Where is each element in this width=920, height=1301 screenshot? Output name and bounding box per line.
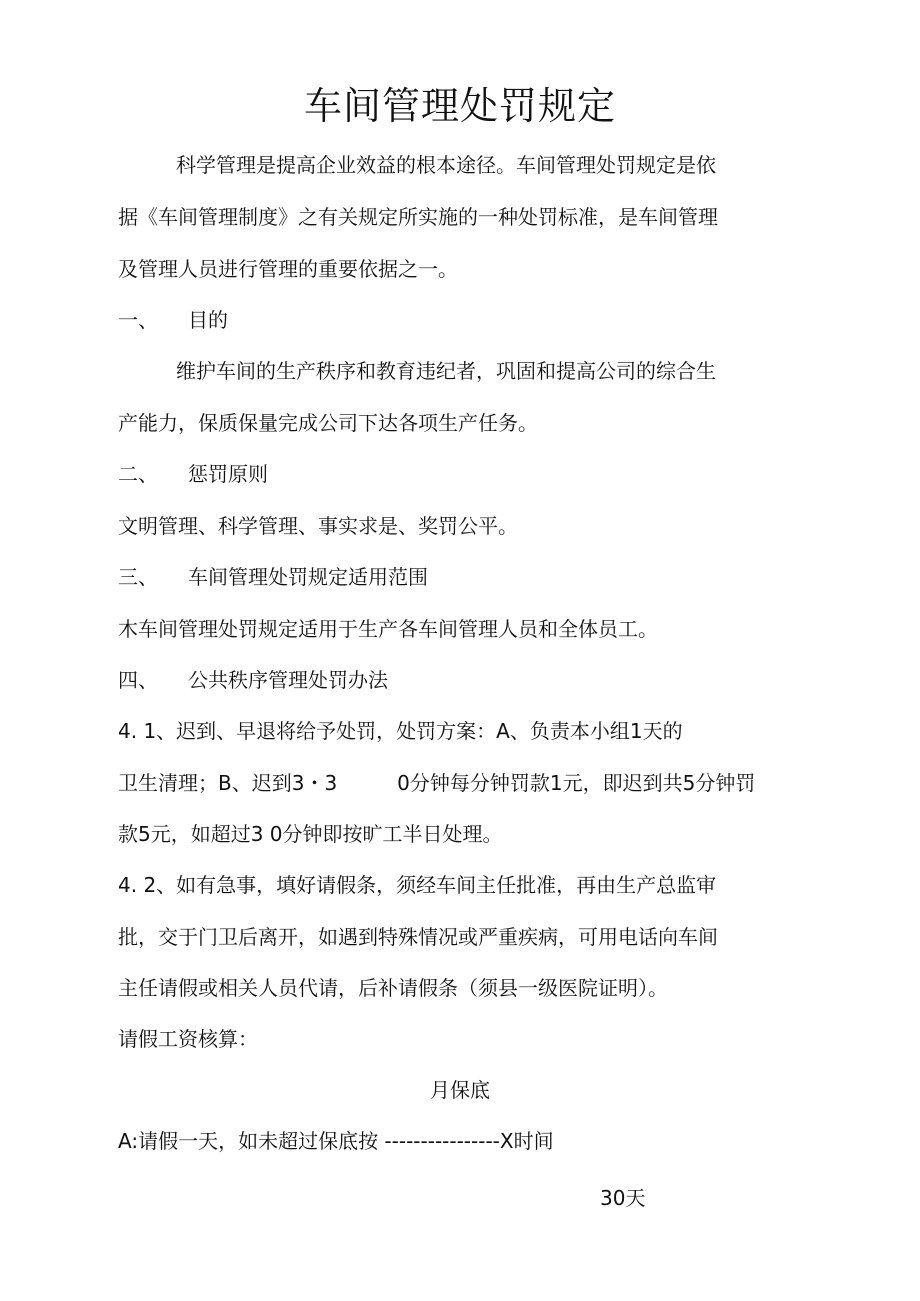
item-4-2-line-1: 4. 2、如有急事，填好请假条，须经车间主任批准，再由生产总监审 [118,873,717,897]
section-3-heading [118,563,428,591]
leave-calc-heading: 请假工资核算： [118,1027,258,1051]
section-1-title: 目的 [188,308,228,332]
section-2-heading [118,460,268,488]
item-4-1-line-1: 4. 1、迟到、早退将给予处罚，处罚方案：A、负责本小组1天的 [118,719,683,743]
section-1-number: 一、 [118,308,158,332]
intro-line-1: 科学管理是提高企业效益的根本途径。车间管理处罚规定是依 [176,153,716,177]
item-4-1-line-2 [118,769,755,797]
formula-line: A:请假一天，如未超过保底按 ----------------X时间 [118,1129,554,1153]
item-4-1-line-2-part-b: 0分钟每分钟罚款1元，即迟到共5分钟罚 [397,771,756,795]
section-4-number: 四、 [118,668,158,692]
section-2-title: 惩罚原则 [188,462,268,486]
item-4-2-line-3: 主任请假或相关人员代请，后补请假条（须县一级医院证明）。 [118,976,668,1000]
item-4-2-line-2: 批，交于门卫后离开，如遇到特殊情况或严重疾病，可用电话向车间 [118,925,718,949]
item-4-1-line-3: 款5元，如超过3 0分钟即按旷工半日处理。 [118,822,503,846]
intro-line-3: 及管理人员进行管理的重要依据之一。 [118,257,458,281]
section-2-line-1: 文明管理、科学管理、事实求是、奖罚公平。 [118,514,518,538]
item-4-1-line-2-part-a: 卫生清理；B、迟到3・3 [118,771,338,795]
document-title: 车间管理处罚规定 [303,84,616,128]
section-1-line-1: 维护车间的生产秩序和教育违纪者，巩固和提高公司的综合生 [176,359,716,383]
formula-numerator: 月保底 [430,1078,490,1102]
section-1-line-2: 产能力，保质保量完成公司下达各项生产任务。 [118,411,538,435]
section-4-title: 公共秩序管理处罚办法 [188,668,388,692]
section-4-heading [118,666,388,694]
section-3-number: 三、 [118,565,158,589]
section-3-title: 车间管理处罚规定适用范围 [188,565,428,589]
section-3-line-1: 木车间管理处罚规定适用于生产各车间管理人员和全体员工。 [118,617,658,641]
section-2-number: 二、 [118,462,158,486]
formula-denominator: 30天 [600,1186,646,1210]
intro-line-2: 据《车间管理制度》之有关规定所实施的一种处罚标准，是车间管理 [118,205,718,229]
section-1-heading [118,306,228,334]
